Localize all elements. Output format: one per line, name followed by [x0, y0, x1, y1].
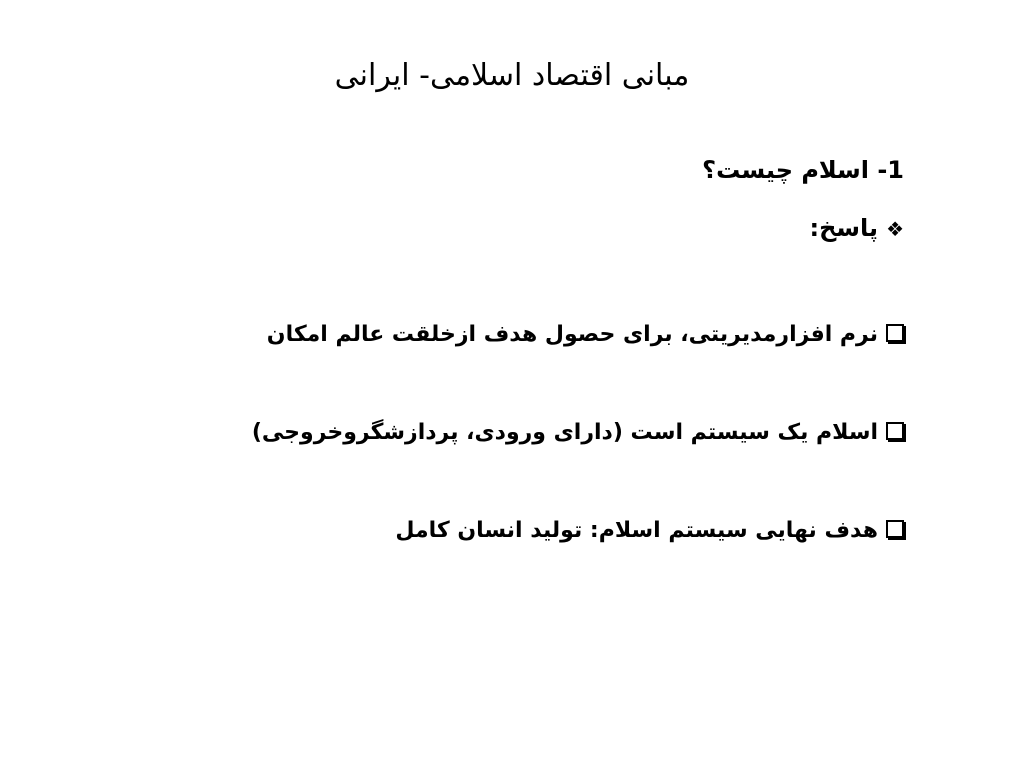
four-diamond-icon: ❖: [886, 217, 904, 241]
bullet-text-2: اسلام یک سیستم است (دارای ورودی، پردازشگروخروجی): [251, 420, 878, 445]
question-line: [702, 156, 904, 184]
bullet-item-1: [267, 322, 904, 347]
bullet-box-icon: [886, 422, 904, 440]
slide-title: مبانی اقتصاد اسلامی- ایرانی: [334, 58, 690, 93]
answer-line: [810, 214, 904, 242]
bullet-item-3: [395, 518, 904, 543]
answer-label: پاسخ:: [809, 214, 879, 242]
bullet-text-3: هدف نهایی سیستم اسلام: تولید انسان کامل: [395, 518, 878, 543]
bullet-box-icon: [886, 520, 904, 538]
bullet-box-icon: [886, 324, 904, 342]
question-text: 1- اسلام چیست؟: [702, 156, 904, 184]
bullet-item-2: [252, 420, 904, 445]
bullet-text-1: نرم افزارمدیریتی، برای حصول هدف ازخلقت عالم امکان: [266, 322, 878, 347]
